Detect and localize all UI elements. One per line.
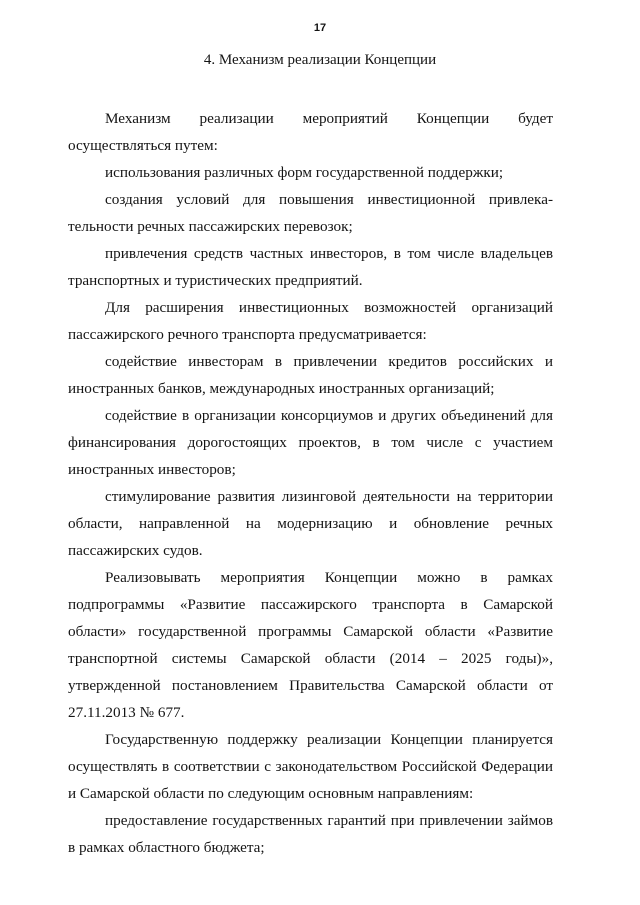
paragraph: Для расширения инвестиционных возможностей организаций пассажирского речного транспорта предусматривается:	[68, 299, 553, 343]
section-heading: 4. Механизм реализации Концепции	[203, 52, 437, 68]
paragraph: Механизм реализации мероприятий Концепции будет осуществляться путем:	[68, 110, 553, 154]
paragraph: Государственную поддержку реализации Концепции планируется осуществлять в соответствии с законодательством Российской Федерации и Самарской области по следующим основным направлениям:	[68, 731, 553, 802]
body-text	[68, 105, 553, 861]
paragraph: привлечения средств частных инвесторов, в том числе владельцев транспортных и туристических предприятий.	[68, 245, 553, 289]
paragraph: содействие инвесторам в привлечении кредитов российских и иностранных банков, международных иностранных организаций;	[68, 353, 553, 397]
paragraph: использования различных форм государственной поддержки;	[105, 164, 504, 181]
paragraph: стимулирование развития лизинговой деятельности на территории области, направленной на модернизацию и обновление речных пассажирских судов.	[68, 488, 553, 559]
paragraph: предоставление государственных гарантий при привлечении займов в рамках областного бюджета;	[68, 812, 553, 856]
paragraph: содействие в организации консорциумов и других объединений для финансирования дорогостоящих проектов, в том числе с участием иностранных инвесторов;	[68, 407, 553, 478]
paragraph: Реализовывать мероприятия Концепции можно в рамках подпрограммы «Развитие пассажирского транспорта в Самарской области» государственной программы Самарской области «Развитие транспортной системы Самарской области (2014 – 2025 годы)», утвержденной постановлением Правительства Самарской области от 27.11.2013 № 677.	[68, 569, 553, 721]
paragraph: создания условий для повышения инвестиционной привлекательности речных пассажирских перевозок;	[68, 191, 553, 235]
page-number: 17	[313, 22, 327, 34]
